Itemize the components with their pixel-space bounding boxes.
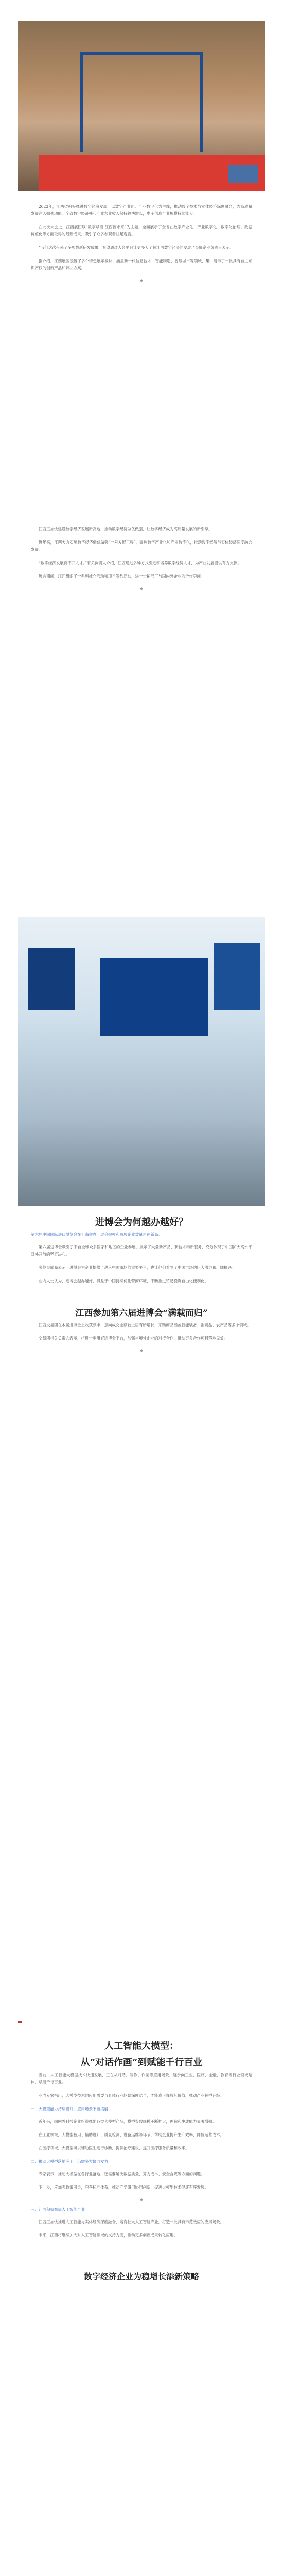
paragraph: 江西正加快建设数字经济发展新高地，推动数字经济做优做强，让数字经济成为高质量发展的新引擎。 <box>39 527 213 531</box>
lead-text: 第六届中国国际进口博览会在上海举办，展会规模和参展企业数量再创新高。 <box>31 1232 162 1237</box>
article-title-line1: 人工智能大模型： <box>104 2041 179 2052</box>
paragraph: “我们这次带来了多项最新研发成果，希望通过大会平台让更多人了解江西数字经济的发展。”参展企业负责人表示。 <box>39 245 234 250</box>
paragraph: 在此次大会上，江西展团以“数字赋能 江西新未来”为主题，全面展示了全省在数字产业化、产业数字化、数字化治理、数据价值化等方面取得的最新成果，吸引了众多参观者驻足观看。 <box>31 225 252 236</box>
paragraph: 展会期间，江西组织了一系列推介活动和项目签约活动，进一步拓展了与国内外企业的合作空间。 <box>39 574 205 579</box>
paragraph: 江西正加快推进人工智能与实体经济深度融合，培育壮大人工智能产业，打造一批具有示范效应的应用场景。 <box>39 2219 224 2224</box>
paragraph: 2023年，江西省积极推进数字经济发展，以数字产业化、产业数字化为主线，推动数字技术与实体经济深度融合，为高质量发展注入强劲动能。全省数字经济核心产业营业收入保持较快增长，电子信息产业规模持续壮大。 <box>31 204 252 216</box>
section-divider: ◆ <box>139 1348 144 1353</box>
paragraph: “数字经济发展离不开人才。”有关负责人介绍，江西通过多种方式引进和培养数字经济人才，为产业发展提供有力支撑。 <box>39 561 241 565</box>
paragraph: 第六届进博会吸引了来自全球众多国家和地区的企业参展，展示了大量新产品、新技术和新服务，充分体现了中国扩大高水平对外开放的坚定决心。 <box>31 1245 252 1257</box>
section-divider: ◆ <box>139 278 144 283</box>
article-title: 进博会为何越办越好？ <box>95 1217 188 1228</box>
article-2 <box>0 526 283 595</box>
paragraph: 据介绍，江西展区设置了多个特色展示板块，涵盖新一代信息技术、智能制造、智慧城市等领域，集中展示了一批具有自主知识产权的创新产品和解决方案。 <box>31 259 252 270</box>
section-divider: ◆ <box>139 2197 144 2202</box>
article-title-line2: 从“对话作画”到赋能千行百业 <box>80 2057 203 2068</box>
paragraph: 多位参展商表示，进博会为企业提供了进入中国市场的重要平台，也让他们看到了中国市场的巨大潜力和广阔机遇。 <box>39 1265 236 1270</box>
conference-photo <box>18 21 265 191</box>
hall-sign-right <box>214 943 260 1010</box>
section-heading: 二、推动大模型落地应用，仍需多方协同发力 <box>31 2159 108 2164</box>
paragraph: 下一步，应加强政策引导，完善标准体系，推动产学研用协同创新，促进大模型技术健康有序发展。 <box>39 2185 208 2190</box>
next-article-title: 数字经济企业为稳增长添新策略 <box>83 2272 199 2281</box>
paragraph: 江西交易团在本届进博会上收获颇丰，意向成交金额较上届有所增长，采购商品涵盖智能装备、消费品、农产品等多个领域。 <box>39 1323 251 1327</box>
article-1 <box>0 21 283 287</box>
section-divider: ◆ <box>139 586 144 591</box>
paragraph: 专家表示，推动大模型在各行业落地，还需要解决数据质量、算力成本、安全合规等方面的问题。 <box>39 2172 205 2176</box>
paragraph: 在工业领域，大模型被用于辅助设计、质量检测、设备运维等环节，帮助企业提升生产效率，降低运营成本。 <box>39 2132 224 2137</box>
section-heading: 三、江西积极布局人工智能产业 <box>31 2207 85 2212</box>
article-subtitle: 江西参加第六届进博会“满载而归” <box>75 1308 208 1318</box>
paragraph: 近年来，国内外科技企业纷纷推出各类大模型产品，模型参数规模不断扩大，理解和生成能力显著增强。 <box>39 2119 216 2124</box>
article-3 <box>0 917 283 1357</box>
paragraph: 当前，人工智能大模型技术快速发展，正在从对话、写作、作画等应用场景，逐步向工业、医疗、金融、教育等行业领域延伸，赋能千行百业。 <box>31 2073 252 2084</box>
hall-sign-left <box>28 948 75 1010</box>
section-heading: 一、大模型能力持续提升，应用场景不断拓展 <box>31 2107 108 2111</box>
paragraph: 业内专家指出，大模型技术的应用需要与具体行业场景深度结合，才能真正释放其价值，推动产业转型升级。 <box>39 2093 224 2098</box>
column-tag <box>18 2021 22 2023</box>
paragraph: 未来，江西将继续加大对人工智能领域的支持力度，推动更多创新成果转化应用。 <box>39 2233 178 2238</box>
paragraph: 业内人士认为，进博会越办越好，得益于中国持续优化营商环境，不断推进贸易投资自由化便利化。 <box>39 1279 208 1283</box>
paragraph: 近年来，江西大力实施数字经济做优做强“一号发展工程”，聚焦数字产业化和产业数字化，推动数字经济与实体经济深度融合发展。 <box>31 540 252 552</box>
exhibition-gate <box>80 52 203 152</box>
watermark-logo <box>228 165 258 183</box>
paragraph: 交易团相关负责人表示，将进一步用好进博会平台，加强与境外企业的对接合作，推动更多合作项目落地见效。 <box>39 1336 228 1341</box>
hall-sign-center <box>100 958 208 1036</box>
paragraph: 在医疗领域，大模型可以辅助医生进行诊断，提供治疗建议，提升医疗服务质量和效率。 <box>39 2146 189 2150</box>
article-4 <box>0 2020 283 2285</box>
expo-hall-photo <box>18 917 265 1206</box>
